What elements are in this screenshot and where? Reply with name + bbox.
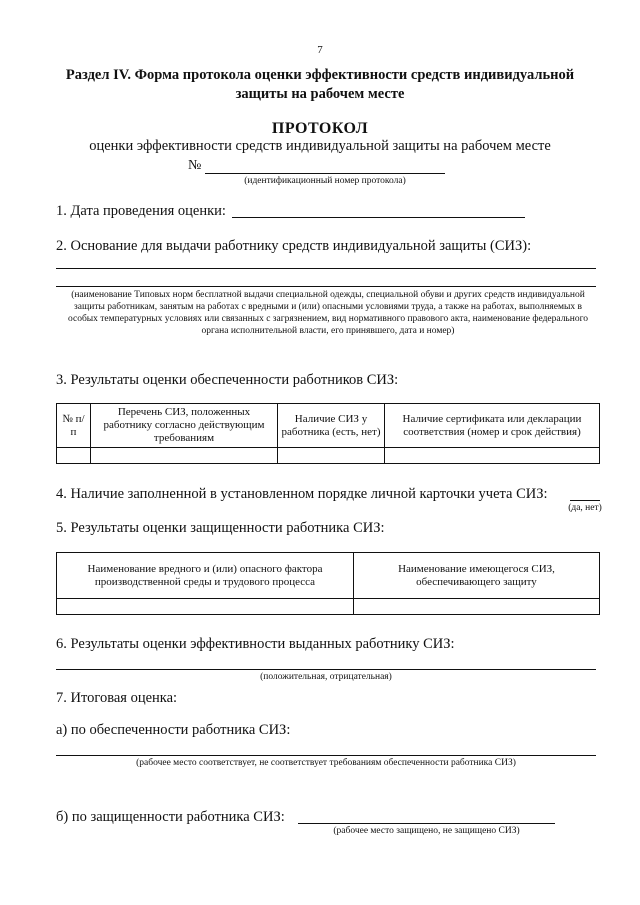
col-ppe-list: Перечень СИЗ, положенных работнику согласно действующим требованиям [91,404,278,448]
item-effectiveness-results: 6. Результаты оценки эффективности выданных работнику СИЗ: [56,636,455,652]
item-protection-results: 5. Результаты оценки защищенности работника СИЗ: [56,520,385,536]
provision-table [56,403,600,464]
item-issue-basis: 2. Основание для выдачи работнику средств индивидуальной защиты (СИЗ): [56,238,532,254]
protocol-number-label: № [188,158,202,173]
col-number: № п/п [57,404,91,448]
page-number: 7 [317,44,323,56]
final-provision-caption: (рабочее место соответствует, не соответствует требованиям обеспеченности работника СИЗ) [136,758,516,768]
final-protection-caption: (рабочее место защищено, не защищено СИЗ) [333,826,520,836]
final-provision-line [56,755,596,756]
effectiveness-caption: (положительная, отрицательная) [260,672,392,682]
section-heading: Раздел IV. Форма протокола оценки эффективности средств индивидуальной защиты на рабочем месте [65,67,575,102]
item-provision-results: 3. Результаты оценки обеспеченности работников СИЗ: [56,372,399,388]
col-hazard-factor: Наименование вредного и (или) опасного фактора производственной среды и трудового процесса [57,553,354,599]
protocol-number-line [205,173,445,174]
assessment-date-line [232,217,525,218]
table-row [57,448,600,464]
issue-basis-line-1 [56,268,596,269]
item-personal-card: 4. Наличие заполненной в установленном порядке личной карточки учета СИЗ: [56,486,548,502]
col-available-ppe: Наименование имеющегося СИЗ, обеспечивающего защиту [354,553,600,599]
item-final-protection: б) по защищенности работника СИЗ: [56,809,285,825]
protocol-subtitle: оценки эффективности средств индивидуальной защиты на рабочем месте [89,138,551,154]
protocol-number-caption: (идентификационный номер протокола) [244,176,406,186]
effectiveness-line [56,669,596,670]
personal-card-caption: (да, нет) [568,503,602,513]
final-protection-line [298,823,555,824]
col-ppe-available: Наличие СИЗ у работника (есть, нет) [278,404,385,448]
col-certificate: Наличие сертификата или декларации соответствия (номер и срок действия) [385,404,600,448]
item-final-provision: а) по обеспеченности работника СИЗ: [56,722,291,738]
item-final-assessment: 7. Итоговая оценка: [56,690,178,706]
table-row [57,599,600,615]
personal-card-line [570,500,600,501]
protection-table [56,552,600,615]
issue-basis-caption: (наименование Типовых норм бесплатной выдачи специальной одежды, специальной обуви и других средств индивидуальной защиты работникам, занятым на работах с вредными и (или) опасными условиями труда, а также на работах, выполняемых в особых температурных условиях или связанных с загрязнением, вид нормативного правового акта, наименование федерального органа исполнительной власти, его принявшего, дата и номер) [67,290,589,336]
issue-basis-line-2 [56,286,596,287]
item-assessment-date: 1. Дата проведения оценки: [56,203,226,219]
protocol-title: ПРОТОКОЛ [271,120,369,137]
